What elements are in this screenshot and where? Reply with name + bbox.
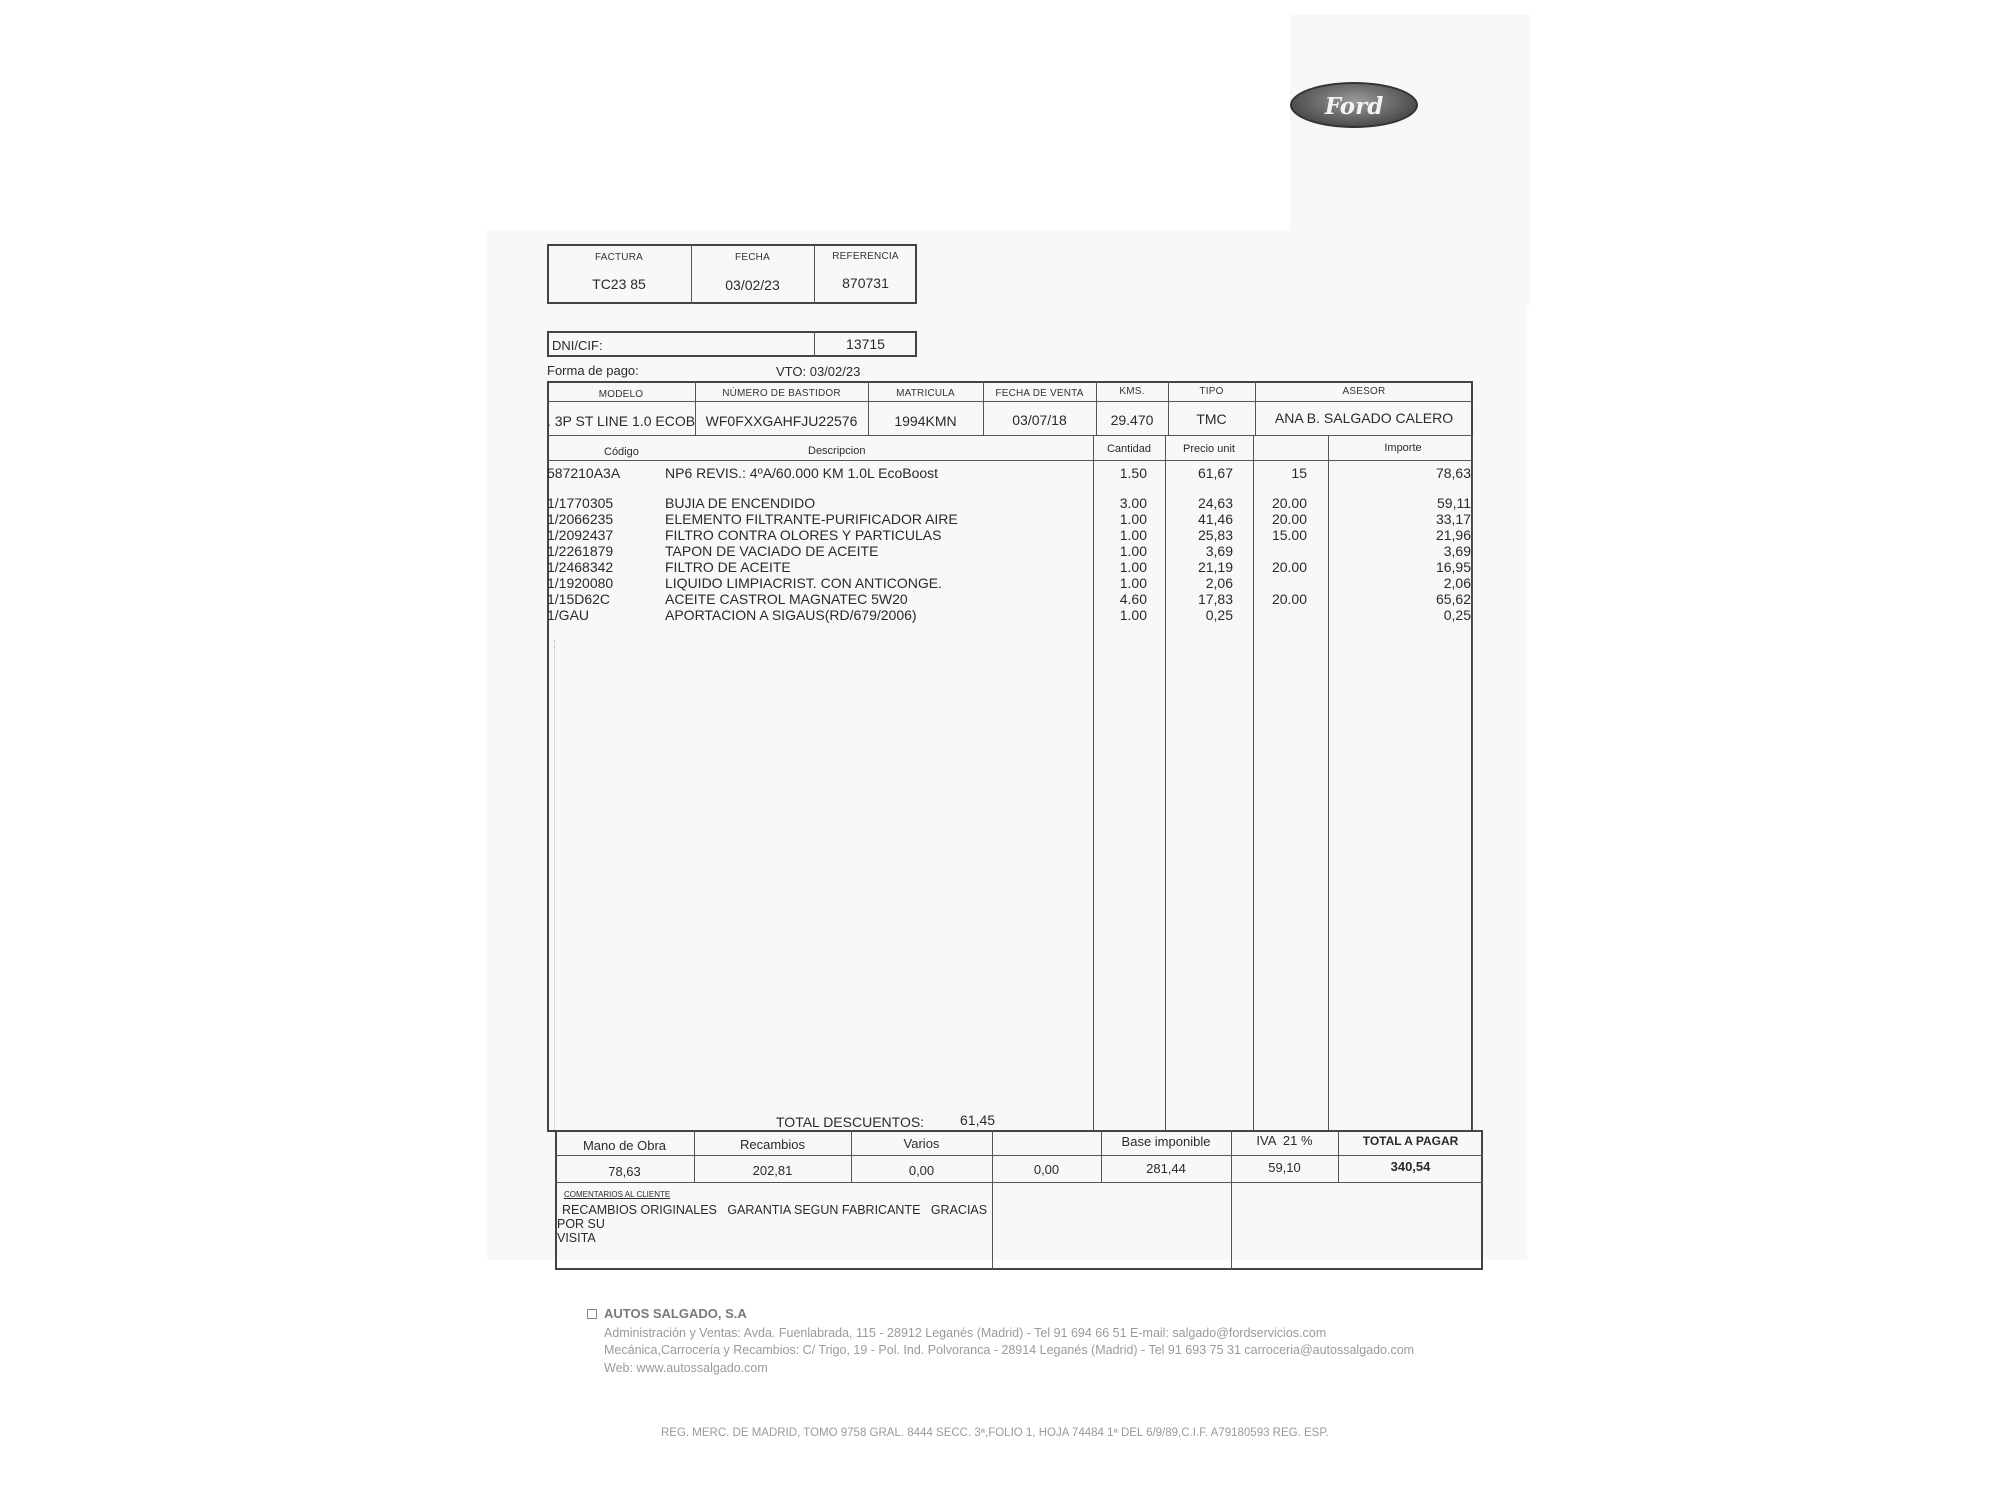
line-quantity: 1.50 [1119,465,1147,481]
mano-obra-label: Mano de Obra [582,1138,667,1153]
line-description: TAPON DE VACIADO DE ACEITE [665,543,879,559]
matricula-value: 1994KMN [894,413,957,429]
line-quantity: 1.00 [1119,511,1147,527]
line-unit-price: 2,06 [1205,575,1233,591]
factura-value: TC23 85 [592,276,646,292]
line-amount: 21,96 [1435,527,1471,543]
total-a-pagar-value: 340,54 [1390,1159,1431,1174]
line-code: 1/GAU [547,607,590,623]
due-date: VTO: 03/02/23 [776,364,861,379]
line-code: 1/1770305 [547,495,614,511]
line-quantity: 1.00 [1119,527,1147,543]
line-quantity: 1.00 [1119,559,1147,575]
line-unit-price: 24,63 [1197,495,1233,511]
divider [547,460,1473,461]
line-description: LIQUIDO LIMPIACRIST. CON ANTICONGE. [665,575,942,591]
line-description: APORTACION A SIGAUS(RD/679/2006) [665,607,917,623]
precio-header: Precio unit [1183,443,1235,455]
company-name: AUTOS SALGADO, S.A [604,1306,747,1321]
list-item [547,496,1473,512]
kms-value: 29.470 [1110,412,1154,428]
list-item [547,608,1473,624]
matricula-label: MATRICULA [896,388,955,399]
list-item [547,466,1473,484]
bastidor-value: WF0FXXGAHFJU22576 [705,413,858,429]
line-amount: 3,69 [1443,543,1471,559]
line-quantity: 4.60 [1119,591,1147,607]
cantidad-header: Cantidad [1106,443,1152,455]
extra-value: 0,00 [1033,1162,1060,1177]
list-item [547,528,1473,544]
modelo-value: . 3P ST LINE 1.0 ECOB [546,413,696,429]
registry-text: REG. MERC. DE MADRID, TOMO 9758 GRAL. 8444 SECC. 3ª,FOLIO 1, HOJA 74484 1ª DEL 6/9/89,C.I.F. A79180593 REG. ESP. [661,1427,1329,1439]
divider [1231,1130,1232,1270]
ford-logo-text: Ford [1324,93,1384,120]
recambios-label: Recambios [739,1137,806,1152]
line-unit-price: 21,19 [1197,559,1233,575]
company-line-3: Web: www.autossalgado.com [604,1361,768,1375]
line-amount: 33,17 [1435,511,1471,527]
line-description: ELEMENTO FILTRANTE-PURIFICADOR AIRE [665,511,958,527]
comments-line-3: VISITA [557,1231,596,1245]
varios-label: Varios [903,1136,940,1151]
codigo-header: Código [604,446,639,458]
line-discount: 20.00 [1271,591,1307,607]
line-code: 1/2066235 [547,511,614,527]
referencia-label: REFERENCIA [832,251,899,262]
line-unit-price: 61,67 [1197,465,1233,481]
checkbox-icon [587,1309,597,1319]
total-a-pagar-label: TOTAL A PAGAR [1362,1134,1459,1148]
divider [554,640,555,1130]
divider [547,401,1473,402]
divider [992,1130,993,1270]
invoice-lines-box [547,381,1473,1132]
bastidor-label: NÚMERO DE BASTIDOR [722,388,841,399]
line-amount: 2,06 [1443,575,1471,591]
list-item [547,576,1473,592]
line-unit-price: 3,69 [1205,543,1233,559]
base-imponible-label: Base imponible [1121,1134,1211,1149]
line-description: BUJIA DE ENCENDIDO [665,495,816,511]
divider [547,435,1473,436]
fecha-label: FECHA [735,252,770,263]
descripcion-header: Descripcion [808,445,866,457]
line-amount: 16,95 [1435,559,1471,575]
tipo-value: TMC [1196,411,1227,427]
line-description: FILTRO DE ACEITE [665,559,791,575]
comments-label: COMENTARIOS AL CLIENTE [564,1190,671,1199]
line-unit-price: 17,83 [1197,591,1233,607]
line-code: 1/2092437 [547,527,614,543]
line-code: 1/2468342 [547,559,614,575]
kms-label: KMS. [1119,386,1145,397]
line-discount: 20.00 [1271,559,1307,575]
line-code: 1/15D62C [547,591,611,607]
divider [555,1182,1483,1183]
line-amount: 0,25 [1443,607,1471,623]
modelo-label: MODELO [598,389,644,400]
line-discount: 15.00 [1271,527,1307,543]
importe-header: Importe [1384,442,1422,454]
fecha-venta-value: 03/07/18 [1012,412,1067,428]
line-unit-price: 25,83 [1197,527,1233,543]
line-description: NP6 REVIS.: 4ºA/60.000 KM 1.0L EcoBoost [665,465,939,481]
comments-line-1: RECAMBIOS ORIGINALES GARANTIA SEGUN FABRICANTE GRACIAS [562,1203,988,1217]
paper-background-top [1290,15,1530,305]
dni-value: 13715 [846,336,885,352]
factura-label: FACTURA [594,252,644,263]
base-imponible-value: 281,44 [1146,1161,1186,1176]
line-amount: 78,63 [1435,465,1471,481]
line-code: 587210A3A [547,465,621,481]
line-quantity: 3.00 [1119,495,1147,511]
line-quantity: 1.00 [1119,575,1147,591]
line-discount: 15 [1291,465,1307,481]
total-discounts-value: 61,45 [960,1112,996,1128]
line-unit-price: 0,25 [1205,607,1233,623]
iva-label: IVA 21 % [1256,1133,1313,1148]
list-item [547,592,1473,608]
fecha-venta-label: FECHA DE VENTA [995,388,1084,399]
company-line-2: Mecánica,Carrocería y Recambios: C/ Trigo, 19 - Pol. Ind. Polvoranca - 28914 Leganés (Madrid) - Tel 91 693 75 31 carroceria@autossalgado.com [604,1343,1415,1357]
line-code: 1/1920080 [547,575,614,591]
line-description: FILTRO CONTRA OLORES Y PARTICULAS [665,527,942,543]
varios-value: 0,00 [908,1163,935,1178]
iva-value: 59,10 [1268,1160,1301,1175]
total-discounts-label: TOTAL DESCUENTOS: [776,1114,925,1130]
list-item [547,512,1473,528]
line-description: ACEITE CASTROL MAGNATEC 5W20 [665,591,908,607]
tipo-label: TIPO [1199,386,1224,397]
line-discount: 20.00 [1271,495,1307,511]
ford-logo [1290,82,1418,128]
line-amount: 65,62 [1435,591,1471,607]
asesor-value: ANA B. SALGADO CALERO [1274,410,1454,426]
payment-label: Forma de pago: [547,363,639,378]
recambios-value: 202,81 [752,1163,793,1178]
line-discount: 20.00 [1271,511,1307,527]
list-item [547,560,1473,576]
line-quantity: 1.00 [1119,543,1147,559]
line-code: 1/2261879 [547,543,614,559]
dni-label: DNI/CIF: [552,338,603,353]
list-item [547,544,1473,560]
asesor-label: ASESOR [1342,386,1386,397]
mano-obra-value: 78,63 [608,1164,641,1179]
company-line-1: Administración y Ventas: Avda. Fuenlabrada, 115 - 28912 Leganés (Madrid) - Tel 91 694 66 51 E-mail: salgado@fordservicios.com [604,1326,1327,1340]
referencia-value: 870731 [842,275,889,291]
line-unit-price: 41,46 [1197,511,1233,527]
line-quantity: 1.00 [1119,607,1147,623]
comments-line-2: POR SU [557,1217,605,1231]
line-amount: 59,11 [1437,495,1471,511]
fecha-value: 03/02/23 [725,277,780,293]
